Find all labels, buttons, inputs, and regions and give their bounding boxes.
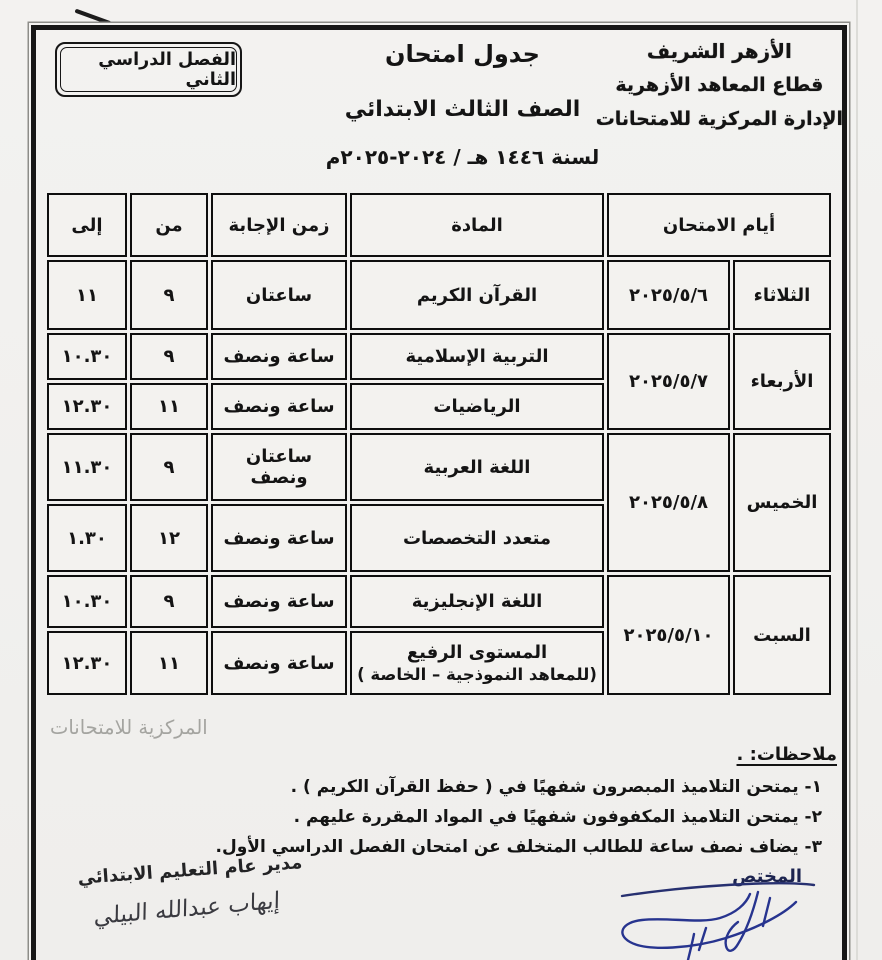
notes-heading: ملاحظات: . xyxy=(736,744,837,765)
duration-cell: ساعتان ونصف xyxy=(211,433,347,501)
subject-cell: الرياضيات xyxy=(350,383,604,430)
to-cell: ١.٣٠ xyxy=(47,504,127,572)
table-row-wednesday-1 xyxy=(47,333,831,380)
to-cell: ١٢.٣٠ xyxy=(47,383,127,430)
subject-cell xyxy=(350,631,604,695)
subject-cell: اللغة العربية xyxy=(350,433,604,501)
header-subject: المادة xyxy=(350,193,604,257)
from-cell: ٩ xyxy=(130,433,208,501)
header-to: إلى xyxy=(47,193,127,257)
paper-edge-shadow xyxy=(856,0,858,960)
day-cell: الأربعاء xyxy=(733,333,831,430)
date-cell: ٢٠٢٥/٥/٧ xyxy=(607,333,730,430)
page-title: جدول امتحان xyxy=(385,40,540,68)
examiner-label: المختص xyxy=(732,866,802,887)
header-duration: زمن الإجابة xyxy=(211,193,347,257)
year-line: لسنة ١٤٤٦ هـ / ٢٠٢٤-٢٠٢٥م xyxy=(325,145,600,169)
table-row-saturday-1 xyxy=(47,575,831,628)
org-line-azhar: الأزهر الشريف xyxy=(646,39,792,63)
duration-cell: ساعة ونصف xyxy=(211,631,347,695)
exam-schedule-table xyxy=(44,190,834,698)
note-item-1: ١- يمتحن التلاميذ المبصرون شفهيًا في ( حفظ القرآن الكريم ) . xyxy=(290,777,822,797)
date-cell: ٢٠٢٥/٥/١٠ xyxy=(607,575,730,695)
examiner-signature-scribble xyxy=(608,884,804,960)
to-cell: ١٠.٣٠ xyxy=(47,333,127,380)
scan-artifact-line xyxy=(74,9,111,26)
duration-cell: ساعتان xyxy=(211,260,347,330)
note-item-2: ٢- يمتحن التلاميذ المكفوفون شفهيًا في المواد المقررة عليهم . xyxy=(293,807,822,827)
semester-badge-label: الفصل الدراسي الثاني xyxy=(60,47,237,92)
subject-line-2: (للمعاهد النموذجية – الخاصة ) xyxy=(357,665,597,684)
duration-cell: ساعة ونصف xyxy=(211,333,347,380)
from-cell: ١١ xyxy=(130,631,208,695)
title-block xyxy=(235,40,690,169)
to-cell: ١٢.٣٠ xyxy=(47,631,127,695)
from-cell: ١١ xyxy=(130,383,208,430)
date-cell: ٢٠٢٥/٥/٦ xyxy=(607,260,730,330)
director-label: مدير عام التعليم الابتدائي xyxy=(77,852,303,889)
table-header-row xyxy=(47,193,831,257)
duration-cell: ساعة ونصف xyxy=(211,575,347,628)
from-cell: ٩ xyxy=(130,260,208,330)
day-cell: السبت xyxy=(733,575,831,695)
watermark-text: المركزية للامتحانات xyxy=(50,716,208,739)
org-line-institutes: قطاع المعاهد الأزهرية xyxy=(615,74,824,96)
duration-cell: ساعة ونصف xyxy=(211,504,347,572)
table-row-thursday-1 xyxy=(47,433,831,501)
director-signature-name: إيهاب عبدالله البيلي xyxy=(93,887,281,931)
date-cell: ٢٠٢٥/٥/٨ xyxy=(607,433,730,572)
to-cell: ١١ xyxy=(47,260,127,330)
subject-cell: القرآن الكريم xyxy=(350,260,604,330)
subject-cell: التربية الإسلامية xyxy=(350,333,604,380)
subject-cell: اللغة الإنجليزية xyxy=(350,575,604,628)
to-cell: ١٠.٣٠ xyxy=(47,575,127,628)
note-item-3: ٣- يضاف نصف ساعة للطالب المتخلف عن امتحان الفصل الدراسي الأول. xyxy=(215,837,822,857)
day-cell: الثلاثاء xyxy=(733,260,831,330)
header-exam-days: أيام الامتحان xyxy=(607,193,831,257)
notes-list xyxy=(92,772,822,862)
from-cell: ١٢ xyxy=(130,504,208,572)
header-from: من xyxy=(130,193,208,257)
semester-badge xyxy=(55,42,242,97)
grade-subtitle: الصف الثالث الابتدائي xyxy=(344,97,581,122)
from-cell: ٩ xyxy=(130,333,208,380)
to-cell: ١١.٣٠ xyxy=(47,433,127,501)
duration-cell: ساعة ونصف xyxy=(211,383,347,430)
subject-cell: متعدد التخصصات xyxy=(350,504,604,572)
table-row-tuesday xyxy=(47,260,831,330)
subject-line-1: المستوى الرفيع xyxy=(406,642,548,663)
org-line-exams-admin: الإدارة المركزية للامتحانات xyxy=(595,108,843,130)
day-cell: الخميس xyxy=(733,433,831,572)
from-cell: ٩ xyxy=(130,575,208,628)
